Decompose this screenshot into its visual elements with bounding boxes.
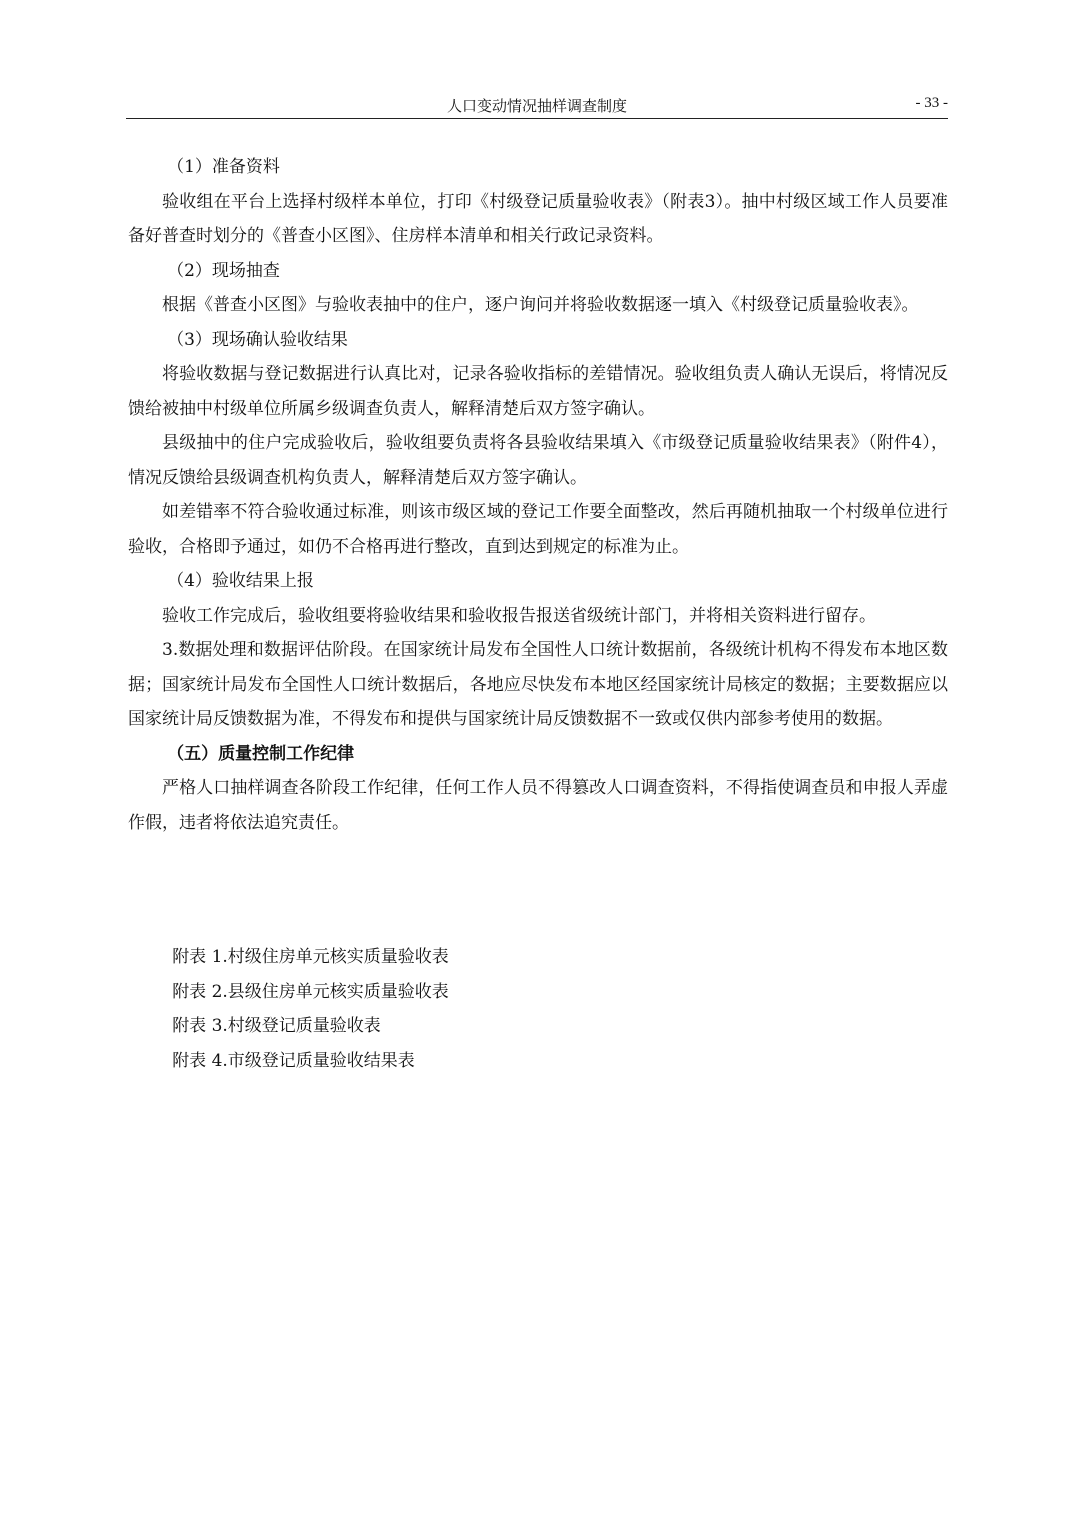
paragraph: 严格人口抽样调查各阶段工作纪律，任何工作人员不得篡改人口调查资料，不得指使调查员和申报人弄虚作假，违者将依法追究责任。 xyxy=(128,778,948,833)
paragraph: 县级抽中的住户完成验收后，验收组要负责将各县验收结果填入《市级登记质量验收结果表》（附件4），情况反馈给县级调查机构负责人，解释清楚后双方签字确认。 xyxy=(128,433,948,488)
paragraph: 如差错率不符合验收通过标准，则该市级区域的登记工作要全面整改，然后再随机抽取一个村级单位进行验收，合格即予通过，如仍不合格再进行整改，直到达到规定的标准为止。 xyxy=(128,502,948,557)
subheading-field-check: （2）现场抽查 xyxy=(167,260,280,281)
subheading-report-results: （4）验收结果上报 xyxy=(167,571,314,591)
paragraph: 将验收数据与登记数据进行认真比对，记录各验收指标的差错情况。验收组负责人确认无误后，将情况反馈给被抽中村级单位所属乡级调查负责人，解释清楚后双方签字确认。 xyxy=(128,364,948,419)
attachment-list xyxy=(128,940,948,1078)
paragraph: 验收工作完成后，验收组要将验收结果和验收报告报送省级统计部门，并将相关资料进行留存。 xyxy=(162,605,876,626)
paragraph: 根据《普查小区图》与验收表抽中的住户，逐户询问并将验收数据逐一填入《村级登记质量验收表》。 xyxy=(162,295,919,315)
attachment-item: 附表 3.村级登记质量验收表 xyxy=(172,1016,381,1036)
section-heading-discipline: （五）质量控制工作纪律 xyxy=(167,743,355,764)
header-title: 人口变动情况抽样调查制度 xyxy=(446,97,627,115)
document-body xyxy=(128,150,948,840)
page-header xyxy=(126,92,948,119)
attachment-item: 附表 4.市级登记质量验收结果表 xyxy=(172,1050,415,1071)
attachment-item: 附表 2.县级住房单元核实质量验收表 xyxy=(172,981,449,1002)
subheading-confirm-results: （3）现场确认验收结果 xyxy=(167,329,348,350)
header-page-number: - 33 - xyxy=(915,95,948,111)
attachment-item: 附表 1.村级住房单元核实质量验收表 xyxy=(172,947,449,967)
paragraph: 3.数据处理和数据评估阶段。在国家统计局发布全国性人口统计数据前，各级统计机构不得发布本地区数据；国家统计局发布全国性人口统计数据后，各地应尽快发布本地区经国家统计局核定的数据；主要数据应以国家统计局反馈数据为准，不得发布和提供与国家统计局反馈数据不一致或仅供内部参考使用的数据。 xyxy=(128,640,948,729)
paragraph: 验收组在平台上选择村级样本单位，打印《村级登记质量验收表》（附表3）。抽中村级区域工作人员要准备好普查时划分的《普查小区图》、住房样本清单和相关行政记录资料。 xyxy=(128,191,948,246)
subheading-prepare-materials: （1）准备资料 xyxy=(167,157,280,177)
